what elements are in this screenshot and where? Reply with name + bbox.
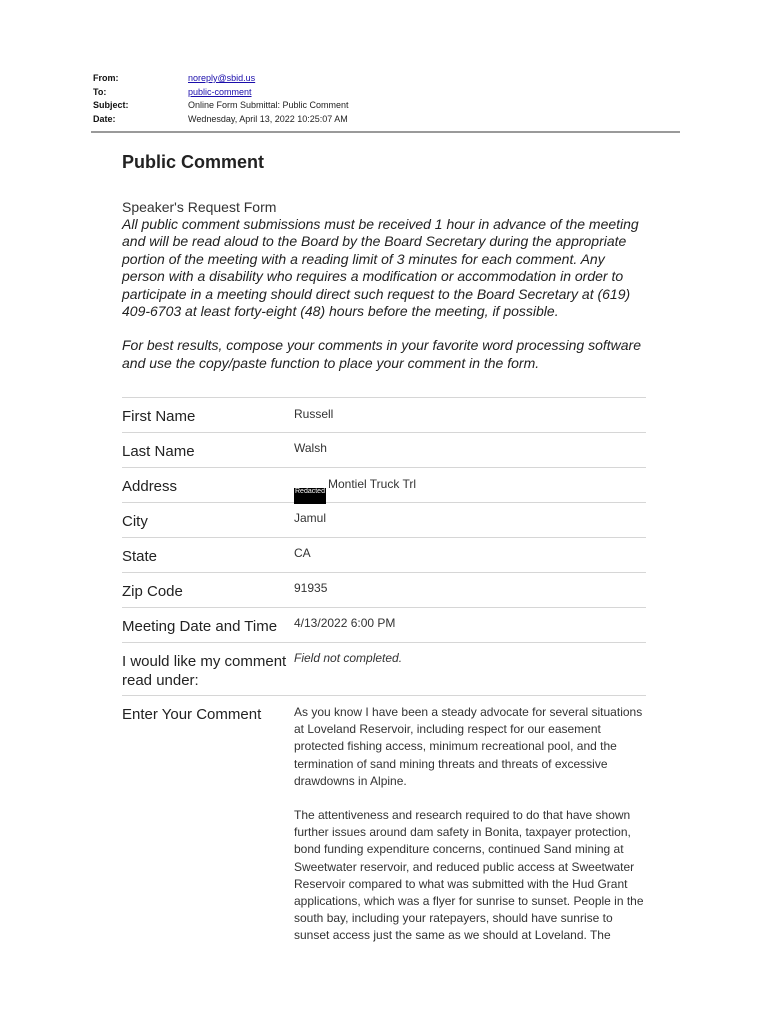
first-name-value: Russell <box>294 407 334 421</box>
form-intro <box>122 150 646 372</box>
subject-row <box>93 99 349 113</box>
submission-table <box>122 397 646 945</box>
address-value <box>294 468 646 502</box>
meeting-date-value: 4/13/2022 6:00 PM <box>294 616 396 630</box>
comment-value <box>294 696 646 945</box>
read-under-value: Field not completed. <box>294 651 403 665</box>
form-subtitle: Speaker's Request Form <box>122 199 277 215</box>
city-label: City <box>122 513 148 530</box>
city-row <box>122 503 646 538</box>
comment-paragraph-1: As you know I have been a steady advocate for several situations at Loveland Reservoir, including respect for our easement protected fishing access, minimum recreational pool, and the termination of sand mining threats and threats of excessive drawdowns in Alpine. <box>294 705 643 788</box>
header-divider <box>91 131 680 133</box>
from-email-link[interactable]: noreply@sbid.us <box>188 73 256 83</box>
to-label: To: <box>93 86 107 97</box>
intro-paragraph-1: All public comment submissions must be received 1 hour in advance of the meeting and will be read aloud to the Board by the Board Secretary during the appropriate portion of the meeting with a reading limit of 3 minutes for each comment. Any person with a disability who requires a modification or accommodation in order to participate in a meeting should direct such request to the Board Secretary at (619) 409-6703 at least forty-eight (48) hours before the meeting, if possible. <box>122 216 639 320</box>
date-label: Date: <box>93 113 116 124</box>
to-row <box>93 86 349 100</box>
comment-label: Enter Your Comment <box>122 706 262 723</box>
read-under-label: I would like my comment read under: <box>122 653 287 689</box>
last-name-value: Walsh <box>294 441 327 455</box>
from-row <box>93 72 349 86</box>
state-label: State <box>122 548 158 565</box>
from-label: From: <box>93 73 119 83</box>
zip-code-row <box>122 573 646 608</box>
date-value: Wednesday, April 13, 2022 10:25:07 AM <box>188 113 348 124</box>
page-title: Public Comment <box>122 152 265 172</box>
address-street: Montiel Truck Trl <box>327 477 416 491</box>
email-header <box>93 72 349 126</box>
comment-row <box>122 696 646 945</box>
read-under-row <box>122 643 646 696</box>
subject-value: Online Form Submittal: Public Comment <box>188 100 349 110</box>
address-row <box>122 468 646 503</box>
first-name-row <box>122 398 646 433</box>
intro-paragraph-2: For best results, compose your comments in your favorite word processing software and use the copy/paste function to place your comment in the form. <box>122 337 641 371</box>
subject-label: Subject: <box>93 100 129 110</box>
city-value: Jamul <box>294 511 327 525</box>
redaction-box: Redacted <box>294 488 326 504</box>
comment-paragraph-2: The attentiveness and research required to do that have shown further issues around dam safety in Bonita, taxpayer protection, bond funding expenditure concerns, continued Sand mining at Sweetwater reservoir, and reduced public access at Sweetwater Reservoir compared to what was submitted with the Hud Grant applications, which was a flyer for sunrise to sunset. People in the south bay, including your ratepayers, should have sunrise to sunset access just the same as we should at Loveland. The <box>294 808 644 943</box>
date-row <box>93 113 349 127</box>
last-name-label: Last Name <box>122 443 195 460</box>
zip-code-value: 91935 <box>294 581 328 595</box>
state-row <box>122 538 646 573</box>
last-name-row <box>122 433 646 468</box>
first-name-label: First Name <box>122 408 196 425</box>
state-value: CA <box>294 546 311 560</box>
to-email-link[interactable]: public-comment <box>188 86 252 97</box>
address-label: Address <box>122 478 178 495</box>
meeting-date-label: Meeting Date and Time <box>122 618 278 635</box>
meeting-date-row <box>122 608 646 643</box>
zip-code-label: Zip Code <box>122 583 183 600</box>
